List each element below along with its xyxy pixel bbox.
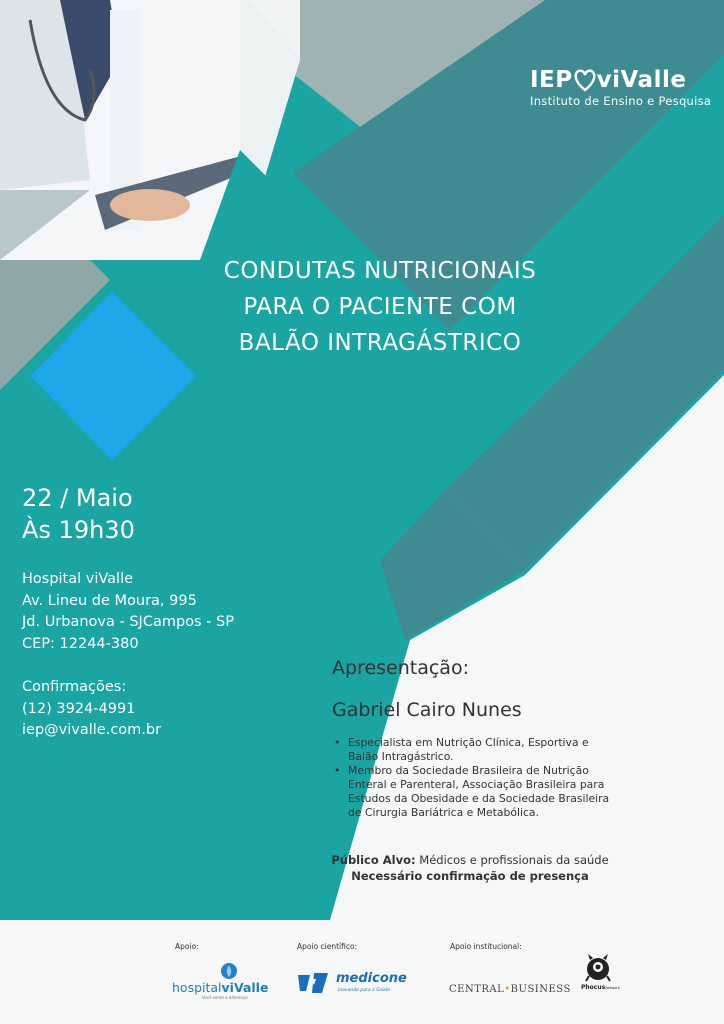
logo-subtitle: Instituto de Ensino e Pesquisa bbox=[530, 94, 712, 108]
audience-text: Médicos e profissionais da saúde bbox=[415, 853, 609, 867]
iep-vivalle-logo bbox=[530, 66, 711, 108]
globe-icon bbox=[220, 962, 238, 980]
location-line: CEP: 12244-380 bbox=[22, 635, 139, 652]
logo-brand-left: IEP bbox=[530, 67, 573, 93]
phone-number: (12) 3924-4991 bbox=[22, 700, 136, 717]
speaker-name: Gabriel Cairo Nunes bbox=[332, 699, 522, 721]
location-block bbox=[22, 569, 234, 655]
confirmations-block bbox=[22, 677, 161, 742]
central-business-logo: CENTRAL•BUSINESS bbox=[449, 984, 571, 995]
target-audience bbox=[300, 852, 640, 884]
title-line-1: CONDUTAS NUTRICIONAIS bbox=[223, 258, 537, 284]
medicone-mark-icon bbox=[296, 969, 336, 995]
scientific-support-label: Apoio científico: bbox=[297, 942, 358, 951]
medicone-logo: medicone Inovando para a Saúde bbox=[296, 967, 406, 997]
logo-brand-right: viValle bbox=[596, 67, 687, 93]
email-address: iep@vivalle.com.br bbox=[22, 722, 162, 738]
title-line-2: PARA O PACIENTE COM bbox=[243, 294, 517, 320]
support-label: Apoio: bbox=[175, 942, 199, 951]
audience-label: Público Alvo: bbox=[331, 853, 416, 867]
event-poster: IEP viValle Instituto de Ensino e Pesquisa CONDUTAS NUTRICIONAIS PARA O PACIENTE COM BALÃO INTRAGÁSTRICO 22 / Maio Às 19h30 Hospital viValle Av. Lineu de Moura, 995 Jd. Urbanova - SJCampos - SP CEP: 12244-380 Confirmações: (12) 3924-4991 iep@vivalle.com.br Apresentação: Gabriel Cairo Nunes • Especialista em Nutrição Clínica, Esportiva e Balão Intragástrico. • Membro da Sociedade Brasileira de Nutrição Enteral e Parenteral, Associação Brasileira para Estudos da Obesidade e da Sociedade Brasileira de Cirurgia Bariátrica e Metabólica. Público Alvo: Médicos e profissionais da saúde Necessário confirmação de presença Apoio: Apoio científico: Apoio institucional: hospitalviValle Você sente a diferença medicone Inovando para a Saúde CENTRAL•BUSINESS PhocusNetwork bbox=[0, 0, 724, 1024]
location-line: Av. Lineu de Moura, 995 bbox=[22, 592, 197, 609]
presentation-heading: Apresentação: bbox=[332, 657, 469, 679]
location-line: Hospital viValle bbox=[22, 571, 134, 587]
credential-item: • Membro da Sociedade Brasileira de Nutrição Enteral e Parenteral, Associação Brasileira para Estudos da Obesidade e da Sociedade Brasileira de Cirurgia Bariátrica e Metabólica. bbox=[334, 764, 610, 819]
confirmations-label: Confirmações: bbox=[22, 679, 127, 695]
location-line: Jd. Urbanova - SJCampos - SP bbox=[22, 614, 234, 630]
speaker-credentials bbox=[332, 736, 622, 820]
title-line-3: BALÃO INTRAGÁSTRICO bbox=[238, 330, 522, 356]
event-time: Às 19h30 bbox=[22, 516, 135, 544]
institutional-support-label: Apoio institucional: bbox=[450, 942, 522, 951]
phocus-network-logo: PhocusNetwork bbox=[578, 952, 618, 1002]
event-date: 22 / Maio bbox=[22, 484, 133, 512]
confirmation-note: Necessário confirmação de presença bbox=[351, 869, 589, 883]
credential-item: • Especialista em Nutrição Clínica, Esportiva e Balão Intragástrico. bbox=[334, 736, 589, 763]
heart-logo-icon bbox=[574, 68, 596, 92]
phocus-mascot-icon bbox=[584, 952, 612, 982]
